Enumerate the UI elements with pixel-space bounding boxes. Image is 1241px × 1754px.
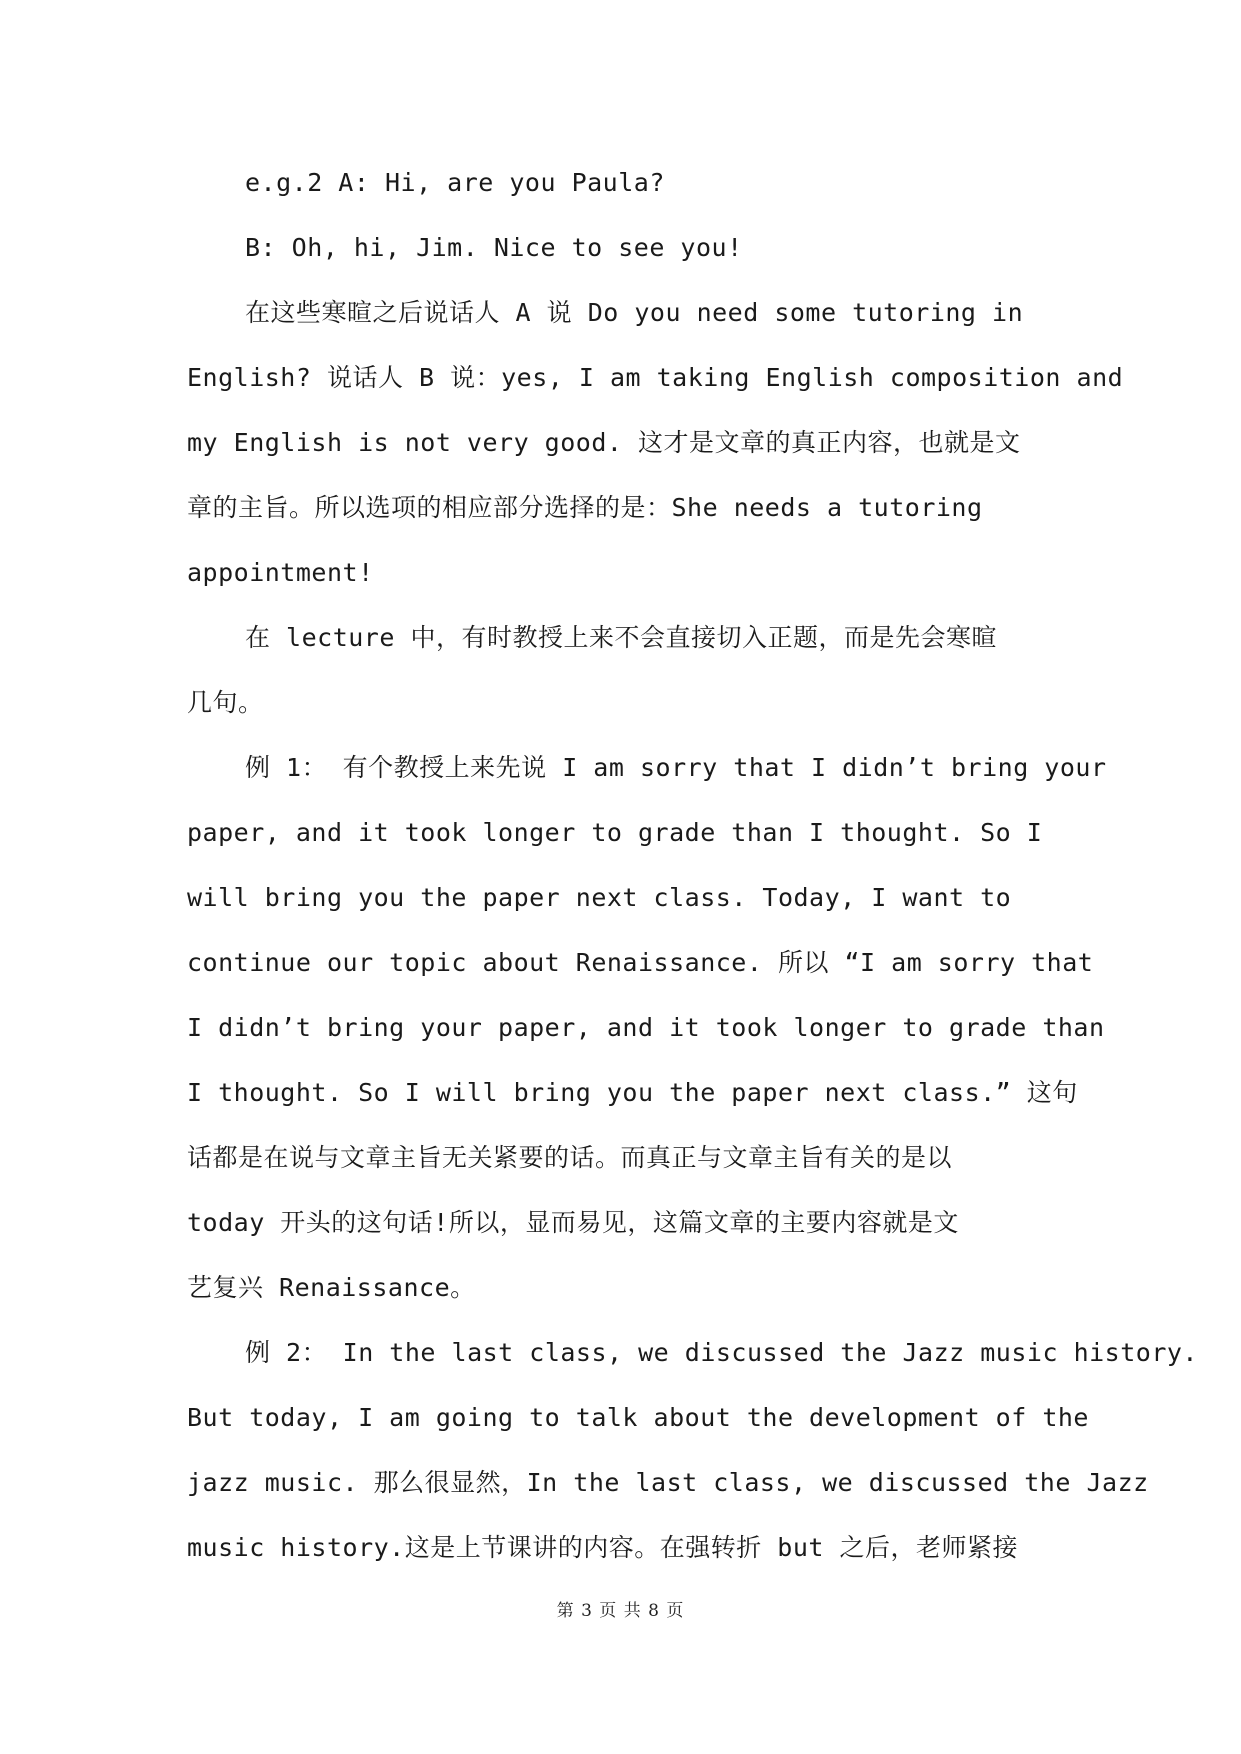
text-line: e.g.2 A: Hi, are you Paula? [245,168,665,197]
text-line: today 开头的这句话!所以，显而易见，这篇文章的主要内容就是文 [187,1208,959,1237]
text-line: 艺复兴 Renaissance。 [187,1273,476,1302]
text-line: appointment! [187,558,374,587]
text-line: English? 说话人 B 说：yes, I am taking English composition and [187,363,1124,392]
text-line: 例 2： In the last class, we discussed the Jazz music history. [245,1338,1198,1367]
text-line: paper, and it took longer to grade than I thought. So I [187,818,1043,847]
text-line: I thought. So I will bring you the paper next class.” 这句 [187,1078,1078,1107]
text-line: 在 lecture 中，有时教授上来不会直接切入正题，而是先会寒暄 [245,623,997,652]
text-line: 例 1： 有个教授上来先说 I am sorry that I didn’t bring your [245,753,1107,782]
text-line: 话都是在说与文章主旨无关紧要的话。而真正与文章主旨有关的是以 [187,1143,953,1172]
text-line: will bring you the paper next class. Today, I want to [187,883,1012,912]
text-line: I didn’t bring your paper, and it took longer to grade than [187,1013,1105,1042]
text-line: 章的主旨。所以选项的相应部分选择的是：She needs a tutoring [187,493,983,522]
text-line: continue our topic about Renaissance. 所以 “I am sorry that [187,948,1094,977]
text-line: jazz music. 那么很显然，In the last class, we discussed the Jazz [187,1468,1149,1497]
text-line: B: Oh, hi, Jim. Nice to see you! [245,233,743,262]
text-line: 几句。 [187,688,264,717]
text-line: 在这些寒暄之后说话人 A 说 Do you need some tutoring in [245,298,1024,327]
text-line: my English is not very good. 这才是文章的真正内容，也就是文 [187,428,1021,457]
page-footer: 第 3 页 共 8 页 [556,1601,685,1621]
text-line: But today, I am going to talk about the development of the [187,1403,1089,1432]
text-line: music history.这是上节课讲的内容。在强转折 but 之后，老师紧接 [187,1533,1018,1562]
